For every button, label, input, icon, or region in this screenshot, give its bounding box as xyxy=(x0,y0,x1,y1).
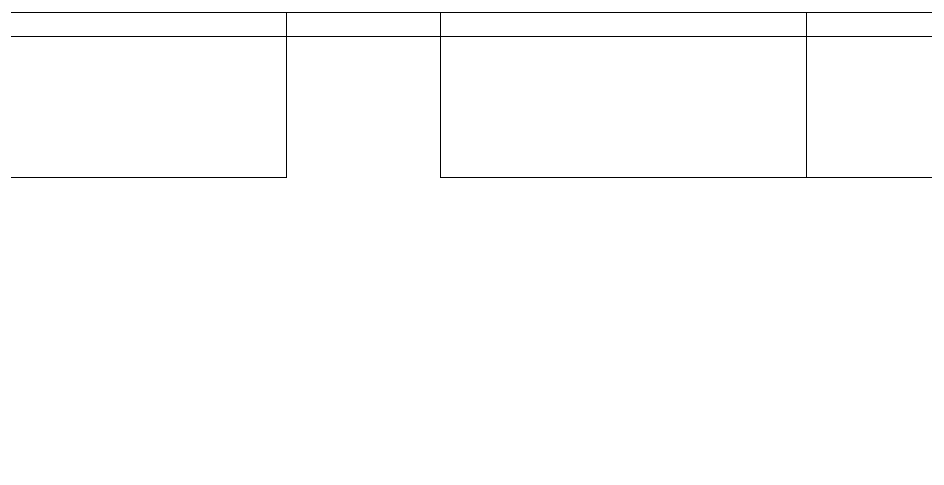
flops-cell xyxy=(528,154,606,178)
inference-cell xyxy=(699,107,806,130)
param-cell xyxy=(440,84,528,107)
table-row xyxy=(11,130,932,153)
header-method xyxy=(11,13,286,37)
method-cell xyxy=(11,154,286,178)
top1-cell xyxy=(806,61,869,84)
method-cell xyxy=(11,37,286,61)
training-cell xyxy=(606,154,699,178)
top5-cell xyxy=(869,61,932,84)
flops-cell xyxy=(528,61,606,84)
top5-cell xyxy=(869,154,932,178)
top1-cell xyxy=(806,37,869,61)
param-cell xyxy=(440,154,528,178)
method-cell xyxy=(11,107,286,130)
training-cell xyxy=(606,37,699,61)
flops-cell xyxy=(528,37,606,61)
table-row xyxy=(11,154,932,178)
training-cell xyxy=(606,61,699,84)
method-cell xyxy=(11,61,286,84)
header-top5 xyxy=(869,13,932,37)
top5-cell xyxy=(869,84,932,107)
flops-cell xyxy=(528,107,606,130)
param-cell xyxy=(440,61,528,84)
inference-cell xyxy=(699,84,806,107)
top5-cell xyxy=(869,130,932,153)
method-cell xyxy=(11,84,286,107)
top1-cell xyxy=(806,84,869,107)
top1-cell xyxy=(806,107,869,130)
method-cell xyxy=(11,130,286,153)
header-top1 xyxy=(806,13,869,37)
training-cell xyxy=(606,130,699,153)
top5-cell xyxy=(869,107,932,130)
header-backbone xyxy=(286,13,440,37)
top1-cell xyxy=(806,130,869,153)
header-flops xyxy=(528,13,606,37)
top5-cell xyxy=(869,37,932,61)
top1-cell xyxy=(806,154,869,178)
table-row xyxy=(11,61,932,84)
flops-cell xyxy=(528,130,606,153)
header-inference xyxy=(699,13,806,37)
header-param xyxy=(440,13,528,37)
flops-cell xyxy=(528,84,606,107)
inference-cell xyxy=(699,37,806,61)
param-cell xyxy=(440,130,528,153)
header-training xyxy=(606,13,699,37)
training-cell xyxy=(606,107,699,130)
param-cell xyxy=(440,107,528,130)
inference-cell xyxy=(699,61,806,84)
backbone-cell xyxy=(286,37,440,178)
inference-cell xyxy=(699,130,806,153)
results-table xyxy=(11,12,932,178)
table-row xyxy=(11,84,932,107)
table-row xyxy=(11,107,932,130)
training-cell xyxy=(606,84,699,107)
param-cell xyxy=(440,37,528,61)
inference-cell xyxy=(699,154,806,178)
table-row xyxy=(11,37,932,61)
results-body xyxy=(11,37,932,178)
header-row xyxy=(11,13,932,37)
